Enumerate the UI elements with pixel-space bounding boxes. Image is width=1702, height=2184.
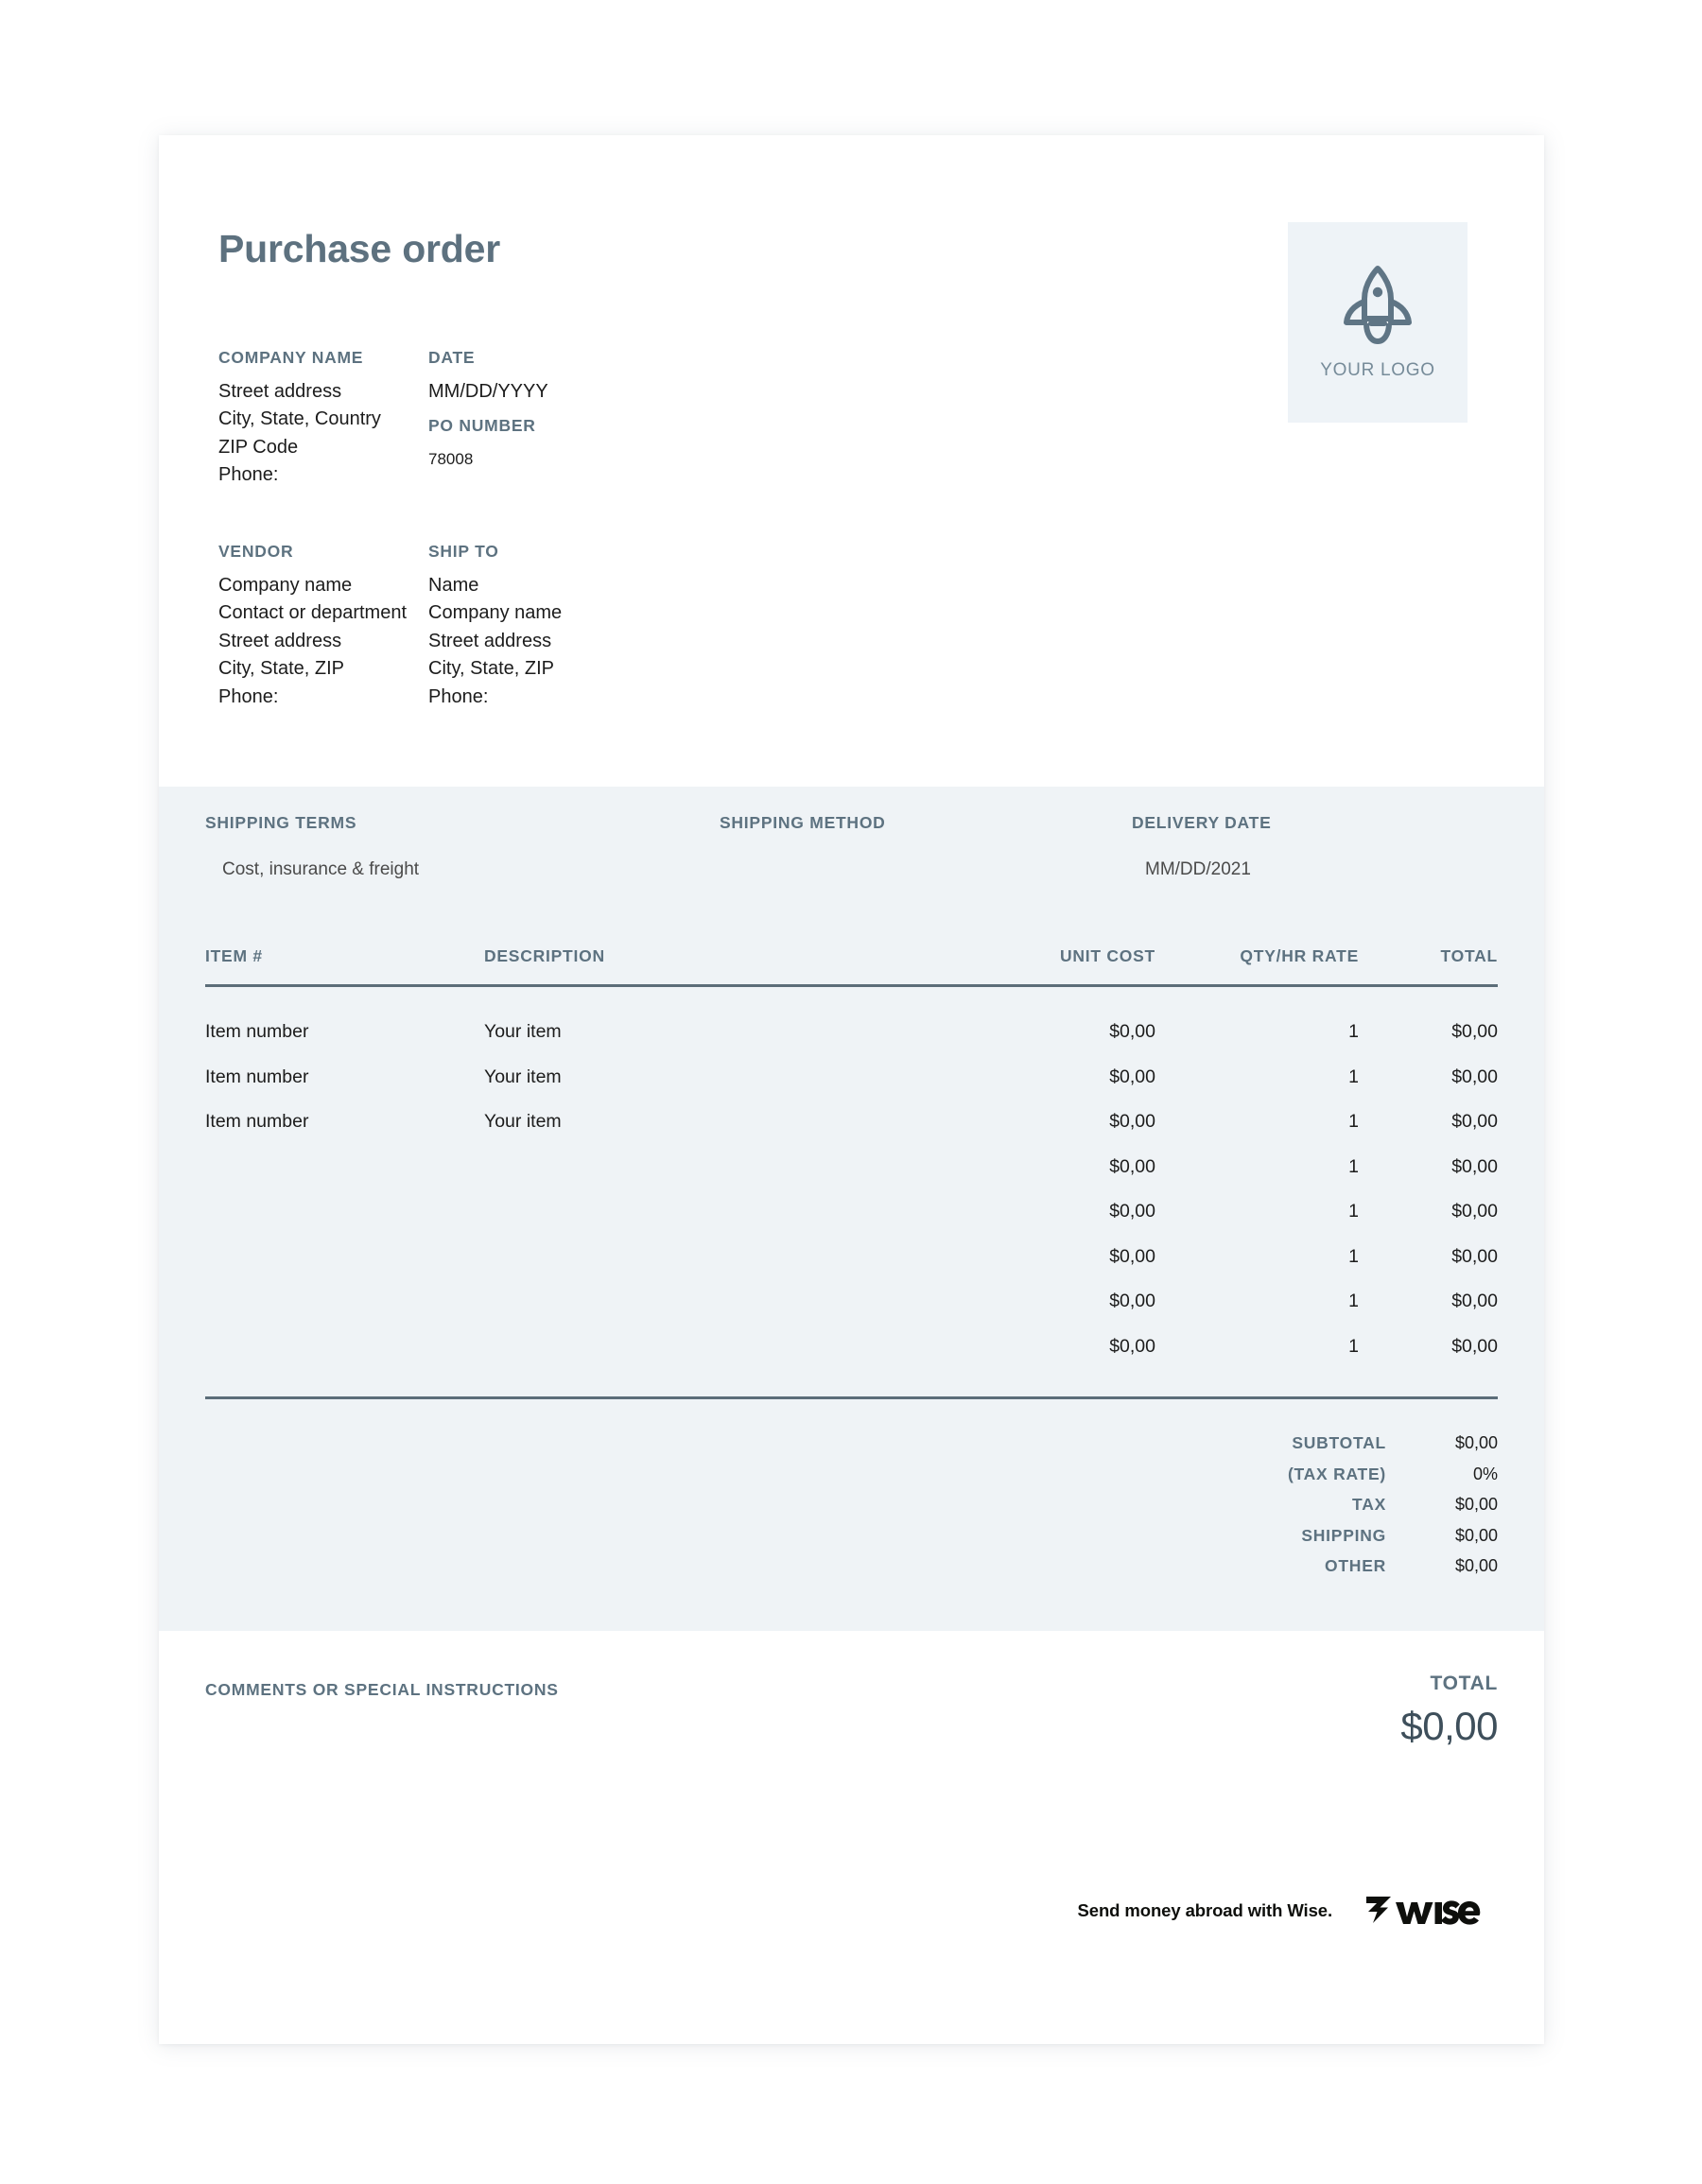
document-header-section <box>159 135 1544 787</box>
totals-row-shipping <box>1120 1526 1498 1557</box>
vendor-city-state-zip: City, State, ZIP <box>218 658 344 679</box>
cell-description[interactable] <box>484 1145 938 1190</box>
table-bottom-divider <box>205 1396 1498 1399</box>
grand-total-label: TOTAL <box>1430 1673 1498 1694</box>
cell-unit-cost[interactable]: $0,00 <box>1109 1155 1155 1177</box>
wise-tagline: Send money abroad with Wise. <box>1077 1900 1332 1920</box>
other-label: OTHER <box>1325 1556 1386 1575</box>
cell-unit-cost[interactable]: $0,00 <box>1109 1066 1155 1087</box>
totals-row-subtotal <box>1120 1433 1498 1465</box>
po-number-label: PO NUMBER <box>428 416 536 435</box>
cell-total: $0,00 <box>1451 1066 1498 1087</box>
cell-unit-cost[interactable]: $0,00 <box>1109 1335 1155 1357</box>
cell-qty[interactable]: 1 <box>1348 1066 1359 1087</box>
shipping-cost-label: SHIPPING <box>1301 1525 1386 1545</box>
cell-unit-cost[interactable]: $0,00 <box>1109 1201 1155 1222</box>
date-label: DATE <box>428 348 476 367</box>
cell-description[interactable]: Your item <box>484 1066 562 1087</box>
column-header-unit-cost: UNIT COST <box>938 946 1155 986</box>
company-name-label: COMPANY NAME <box>218 348 364 367</box>
subtotal-label: SUBTOTAL <box>1292 1433 1386 1452</box>
cell-description[interactable] <box>484 1279 938 1325</box>
date-and-po-block <box>428 350 548 473</box>
other-value[interactable]: $0,00 <box>1454 1556 1498 1575</box>
ship-to-company-name: Company name <box>428 602 563 623</box>
company-zip-code: ZIP Code <box>218 436 299 458</box>
cell-total: $0,00 <box>1451 1111 1498 1133</box>
date-value[interactable]: MM/DD/YYYY <box>428 380 548 402</box>
cell-description[interactable] <box>484 1235 938 1280</box>
company-phone: Phone: <box>218 464 279 485</box>
table-row[interactable] <box>205 1055 1498 1101</box>
tax-value: $0,00 <box>1454 1495 1498 1514</box>
company-street-address: Street address <box>218 380 342 402</box>
cell-item[interactable]: Item number <box>205 1111 309 1133</box>
delivery-date-field <box>1132 813 1272 880</box>
cell-item[interactable]: Item number <box>205 1021 309 1043</box>
cell-qty[interactable]: 1 <box>1348 1111 1359 1133</box>
table-row[interactable] <box>205 1100 1498 1145</box>
cell-total: $0,00 <box>1451 1335 1498 1357</box>
table-row[interactable] <box>205 1189 1498 1235</box>
vendor-contact-department: Contact or department <box>218 602 407 623</box>
delivery-date-value[interactable]: MM/DD/2021 <box>1145 859 1251 879</box>
table-header-row <box>205 946 1498 986</box>
company-name-block <box>218 350 381 490</box>
cell-description[interactable]: Your item <box>484 1021 562 1043</box>
cell-total: $0,00 <box>1451 1245 1498 1267</box>
vendor-company-name: Company name <box>218 574 353 596</box>
page-title: Purchase order <box>218 227 500 270</box>
shipping-method-field <box>720 813 886 859</box>
cell-description[interactable] <box>484 1325 938 1370</box>
table-row[interactable] <box>205 1279 1498 1325</box>
cell-total: $0,00 <box>1451 1291 1498 1312</box>
shipping-cost-value[interactable]: $0,00 <box>1454 1525 1498 1545</box>
cell-qty[interactable]: 1 <box>1348 1021 1359 1043</box>
cell-total: $0,00 <box>1451 1155 1498 1177</box>
logo-placeholder[interactable] <box>1288 222 1468 423</box>
ship-to-block <box>428 544 562 711</box>
subtotal-value: $0,00 <box>1454 1433 1498 1452</box>
totals-row-tax-rate <box>1120 1465 1498 1496</box>
cell-item[interactable] <box>205 1235 484 1280</box>
totals-row-tax <box>1120 1495 1498 1526</box>
tax-rate-value[interactable]: 0% <box>1472 1464 1498 1483</box>
cell-item[interactable] <box>205 1279 484 1325</box>
delivery-date-label: DELIVERY DATE <box>1132 813 1272 832</box>
document-footer-section <box>159 1631 1544 2044</box>
wise-logo[interactable] <box>1364 1895 1491 1927</box>
ship-to-label: SHIP TO <box>428 542 499 561</box>
table-row[interactable] <box>205 986 1498 1055</box>
tax-label: TAX <box>1352 1495 1386 1514</box>
cell-qty[interactable]: 1 <box>1348 1201 1359 1222</box>
table-row[interactable] <box>205 1145 1498 1190</box>
ship-to-street-address: Street address <box>428 630 552 651</box>
cell-qty[interactable]: 1 <box>1348 1291 1359 1312</box>
logo-caption: YOUR LOGO <box>1320 360 1435 380</box>
cell-qty[interactable]: 1 <box>1348 1335 1359 1357</box>
cell-item[interactable] <box>205 1325 484 1370</box>
grand-total-block <box>1400 1673 1498 1749</box>
column-header-qty: QTY/HR RATE <box>1155 946 1359 986</box>
column-header-description: DESCRIPTION <box>484 946 938 986</box>
purchase-order-document <box>159 135 1544 2044</box>
ship-to-phone: Phone: <box>428 685 489 707</box>
vendor-label: VENDOR <box>218 542 294 561</box>
table-row[interactable] <box>205 1325 1498 1370</box>
ship-to-name: Name <box>428 574 479 596</box>
shipping-terms-value[interactable]: Cost, insurance & freight <box>222 859 420 879</box>
cell-item[interactable] <box>205 1145 484 1190</box>
cell-qty[interactable]: 1 <box>1348 1155 1359 1177</box>
cell-item[interactable] <box>205 1189 484 1235</box>
wise-branding <box>1078 1895 1491 1927</box>
company-city-state-country: City, State, Country <box>218 408 381 429</box>
ship-to-city-state-zip: City, State, ZIP <box>428 658 554 679</box>
cell-description[interactable] <box>484 1189 938 1235</box>
cell-total: $0,00 <box>1451 1021 1498 1043</box>
cell-item[interactable]: Item number <box>205 1066 309 1087</box>
rocket-icon <box>1342 264 1414 347</box>
totals-row-other <box>1120 1556 1498 1587</box>
shipping-method-label: SHIPPING METHOD <box>720 813 886 832</box>
cell-unit-cost[interactable]: $0,00 <box>1109 1291 1155 1312</box>
grand-total-value: $0,00 <box>1400 1704 1498 1748</box>
cell-qty[interactable]: 1 <box>1348 1245 1359 1267</box>
column-header-total: TOTAL <box>1359 946 1498 986</box>
cell-description[interactable]: Your item <box>484 1111 562 1133</box>
cell-unit-cost[interactable]: $0,00 <box>1109 1021 1155 1043</box>
comments-label: COMMENTS OR SPECIAL INSTRUCTIONS <box>205 1680 559 1699</box>
shipping-terms-label: SHIPPING TERMS <box>205 813 357 832</box>
shipping-terms-field <box>205 813 419 880</box>
vendor-block <box>218 544 407 711</box>
po-number-value[interactable]: 78008 <box>428 449 474 468</box>
line-items-table <box>205 946 1498 1369</box>
vendor-phone: Phone: <box>218 685 279 707</box>
shipping-info-row <box>159 787 1544 928</box>
vendor-street-address: Street address <box>218 630 342 651</box>
table-row[interactable] <box>205 1235 1498 1280</box>
cell-unit-cost[interactable]: $0,00 <box>1109 1111 1155 1133</box>
column-header-item: ITEM # <box>205 946 484 986</box>
totals-summary <box>1120 1433 1498 1587</box>
cell-total: $0,00 <box>1451 1201 1498 1222</box>
cell-unit-cost[interactable]: $0,00 <box>1109 1245 1155 1267</box>
tax-rate-label: (TAX RATE) <box>1287 1464 1386 1483</box>
items-section <box>159 787 1544 1631</box>
